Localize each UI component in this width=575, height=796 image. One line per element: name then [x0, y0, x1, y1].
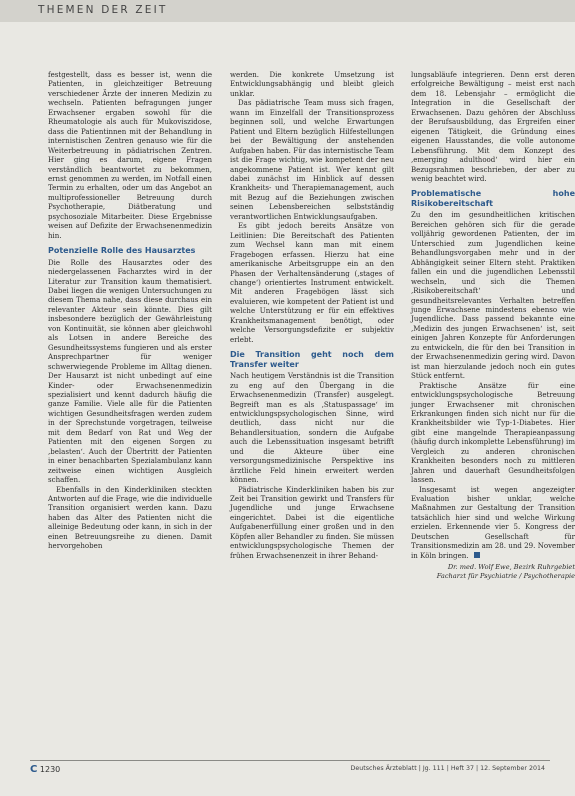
paragraph: Nach heutigem Verständnis ist die Transition zu eng auf den Übergang in die Erwachsenenmedizin (Transfer) ausgelegt. Begreift man es als ‚Statuspassage‘ im entwicklungspsychologischen Sinne, wird deutlich, dass nicht nur die Behandlersituation, sondern die Aufgabe auch die Lebenssituation insgesamt betrifft und die Akteure über eine versorgungsmedizinische Perspektive ins ärztliche Feld hinein erweitert werden können.: [230, 371, 394, 485]
page-number: [30, 764, 60, 775]
section-title: THEMEN DER ZEIT: [38, 4, 168, 16]
paragraph: Praktische Ansätze für eine entwicklungspsychologische Betreuung junger Erwachsener mit chronischen Erkrankungen finden sich nicht nur für die Krankheitsbilder wie Typ-1-Diabetes. Hier gibt eine mangelnde Therapieanpassung (häufig durch inkomplette Lebensführung) im Vergleich zu anderen chronischen Krankheiten besonders noch zu mittleren Jahren und dauerhaft Gesundheitsfolgen lassen.: [411, 380, 575, 485]
paragraph: Pädiatrische Kinderkliniken haben bis zur Zeit bei Transition gewirkt und Transfers für Jugendliche und junge Erwachsene eingerichtet. Dabei ist die eigentliche Aufgabenerfüllung einer großen und in den Köpfen aller Behandler zu finden. Sie müssen entwicklungspsychologische Themen der frühen Erwachsenenzeit in ihrer Behand-: [230, 484, 394, 560]
column-1: [48, 70, 212, 551]
subheading: Problematische hohe Risikobereitschaft: [411, 189, 575, 208]
author-name: Dr. med. Wolf Ewe, Bezirk Ruhrgebiet: [447, 563, 575, 572]
page-number-value: 1230: [39, 765, 61, 774]
paragraph: Das pädiatrische Team muss sich fragen, wann im Einzelfall der Transitionsprozess beginnen soll, und welche Erwartungen Patient und Eltern bezüglich Hilfestellungen bei der Bewältigung der anstehenden Aufgaben haben. Für das internistische Team ist die Frage wichtig, wie kompetent der neu angekommene Patient ist. Wer kennt gilt dabei zunächst im Hinblick auf dessen Krankheits- und Therapiemanagement, auch mit Bezug auf die Beziehungen zwischen seinen Lebensbereichen selbstständig verantwortlichen Entwicklungsaufgaben.: [230, 98, 394, 221]
author-affiliation: Facharzt für Psychiatrie / Psychotherapie: [436, 571, 575, 580]
subheading: Die Transition geht noch dem Transfer weiter: [230, 350, 394, 369]
paragraph: werden. Die konkrete Umsetzung ist Entwicklungsabhängig und bleibt gleich unklar.: [230, 70, 394, 98]
column-2: [230, 70, 394, 560]
paragraph: Ebenfalls in den Kinderkliniken steckten Antworten auf die Frage, wie die individuelle Transition organisiert werden kann. Dazu haben das Alter des Patienten nicht die alleinige Bedeutung oder kann, in sich in der einen Betreuungsreihe zu dienen. Damit hervorgehoben: [48, 484, 212, 551]
paragraph: Es gibt jedoch bereits Ansätze von Leitlinien: Die Bereitschaft des Patienten zum Wechsel kann man mit einem Fragebogen erfassen. Hierzu hat eine amerikanische Arbeitsgruppe ein an den Phasen der Verhaltensänderung (‚stages of change‘) orientiertes Instrument entwickelt. Mit anderen Fragebögen lässt sich evaluieren, wie kompetent der Patient ist und welche Unterstützung er für ein effektives Krankheitsmanagement benötigt, oder welche Versorgungsdefizite er subjektiv erlebt.: [230, 221, 394, 344]
paragraph: lungsabläufe integrieren. Denn erst deren erfolgreiche Bewältigung – meist erst nach dem 18. Lebensjahr – ermöglicht die Integration in die Gesellschaft der Erwachsenen. Dazu gehören der Abschluss der Berufsausbildung, das Ergreifen einer eigenen Tätigkeit, die Gründung eines eigenen Hausstandes, die volle autonome Lebensführung. Mit dem Konzept des ‚emerging adulthood‘ wird hier ein Bezugsrahmen beschrieben, der aber zu wenig beachtet wird.: [411, 70, 575, 183]
journal-citation: Deutsches Ärzteblatt | Jg. 111 | Heft 37 | 12. September 2014: [350, 765, 545, 772]
subheading: Potenzielle Rolle des Hausarztes: [48, 246, 196, 256]
paragraph: Zu den im gesundheitlichen kritischen Bereichen gehören sich für die gerade volljährig gewordenen Patienten, der im Unterschied zum Jugendlichen keine Behandlungsvorgaben mehr und in der Abhängigkeit seiner Eltern steht. Praktiken fallen ein und die jugendlichen Lebensstil wechseln, und sich die Themen ‚Risikobereitschaft‘ und gesundheitsrelevantes Verhalten betreffen junge Erwachsene mindestens ebenso wie Jugendliche. Dass passend bekannte eine ‚Medizin des jungen Erwachsenen‘ ist, seit einigen Jahren Konzepte für Anforderungen zu entwickeln, die für den bei Transition in der Erwachsenenmedizin gering wird. Davon ist man hierzulande jedoch noch ein gutes Stück entfernt.: [411, 210, 575, 381]
paragraph-final: [411, 485, 575, 561]
end-square-icon: [474, 552, 480, 558]
section-header-bar: [0, 0, 575, 22]
paragraph: Die Rolle des Hausarztes oder des niedergelassenen Facharztes wird in der Literatur zur Transition kaum thematisiert. Dabei liegen die wenigen Untersuchungen zu diesem Thema nahe, dass diese durchaus ein relevanter Akteur sein könnte. Dies gilt insbesondere bezüglich der Gewährleistung von Kontinuität, sie können aber gleichwohl als Lotsen in andere Bereiche des Gesundheitssystems fungieren und als erster Ansprechpartner für weniger schwerwiegende Probleme im Alltag dienen. Der Hausarzt ist nicht unbedingt auf eine Kinder- oder Erwachsenenmedizin spezialisiert und kennt dadurch häufig die ganze Familie. Viele alle für die Patienten wichtigen Gesundheitsfragen werden zudem in der Sprechstunde vorgetragen, teilweise mit dem Bedarf von Rat und Weg der Patienten mit den eigenen Sorgen zu ‚belasten‘. Auch der Übertritt der Patienten in einer benachbarten Spezialambulanz kann zeitweise einen wichtigen Ausgleich schaffen.: [48, 257, 212, 485]
paragraph: festgestellt, dass es besser ist, wenn die Patienten, in gleichzeitiger Betreuung verschiedener Ärzte der inneren Medizin zu wechseln. Patienten befragungen junger Erwachsener ergaben sowohl für die Rheumatologie als auch für Mukoviszidose, dass die Patientinnen mit der Behandlung in internistischen Zentren genauso wie für die Weiterbetreuung in pädiatrischen Zentren. Hier ging es darum, eigene Fragen verständlich beantwortet zu bekommen, ernst genommen zu werden, im Notfall einen Termin zu erhalten, oder um das Angebot an multiprofessioneller Betreuung durch Psychotherapie, Diätberatung und psychosoziale Mitarbeiter. Diese Ergebnisse weisen auf Defizite der Erwachsenenmedizin hin.: [48, 70, 212, 240]
footer-divider: [30, 760, 550, 761]
paragraph-text: Insgesamt ist wegen angezeigter Evaluation bisher unklar, welche Maßnahmen zur Gestaltung der Transition tatsächlich hier sind und welche Wirkung erzielen. Erkennende vier 5. Kongress der Deutschen Gesellschaft für Transitionsmedizin am 28. und 29. November in Köln bringen.: [411, 484, 575, 560]
page-prefix: C: [30, 764, 38, 775]
column-3: [411, 70, 575, 580]
